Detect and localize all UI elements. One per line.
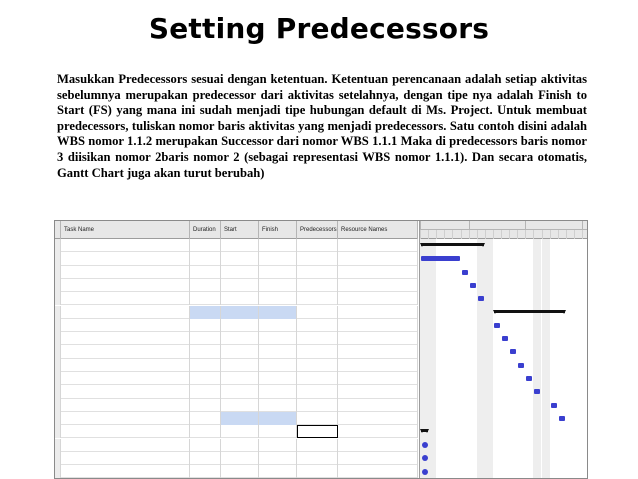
gantt-task-bar[interactable] [478,296,484,301]
weekend-shading [542,239,550,479]
cell-resource-names[interactable] [338,292,418,305]
cell-predecessors[interactable] [297,412,338,425]
cell-resource-names[interactable] [338,385,418,398]
cell-finish[interactable] [259,359,297,372]
cell-resource-names[interactable] [338,425,418,438]
cell-task-name[interactable] [61,319,190,332]
cell-start[interactable] [221,306,259,319]
weekend-shading [485,239,493,479]
cell-task-name[interactable] [61,372,190,385]
column-header-finish[interactable]: Finish [259,221,297,239]
cell-start[interactable] [221,439,259,452]
cell-finish[interactable] [259,385,297,398]
gantt-week-label [525,221,582,230]
cell-predecessors[interactable] [297,399,338,412]
gantt-day-label [582,230,588,239]
table-row[interactable] [55,452,418,465]
cell-task-name[interactable] [61,239,190,252]
cell-start[interactable] [221,372,259,385]
cell-resource-names[interactable] [338,279,418,292]
gantt-task-bar[interactable] [470,283,476,288]
cell-predecessors[interactable] [297,465,338,478]
cell-resource-names[interactable] [338,439,418,452]
cell-predecessors[interactable] [297,452,338,465]
cell-resource-names[interactable] [338,239,418,252]
cell-finish[interactable] [259,239,297,252]
cell-task-name[interactable] [61,252,190,265]
cell-duration[interactable] [190,306,221,319]
cell-finish[interactable] [259,306,297,319]
cell-predecessors[interactable] [297,239,338,252]
table-row[interactable] [55,439,418,452]
cell-duration[interactable] [190,359,221,372]
gantt-task-bar[interactable] [526,376,532,381]
cell-finish[interactable] [259,345,297,358]
column-header-start[interactable]: Start [221,221,259,239]
cell-resource-names[interactable] [338,359,418,372]
cell-start[interactable] [221,319,259,332]
cell-finish[interactable] [259,399,297,412]
cell-predecessors[interactable] [297,425,338,438]
cell-duration[interactable] [190,345,221,358]
cell-duration[interactable] [190,425,221,438]
gantt-timescale-weeks [420,221,588,230]
task-table [55,221,418,479]
gantt-day-label [452,230,460,239]
gantt-summary-bar[interactable] [421,243,484,246]
table-row[interactable] [55,266,418,279]
cell-resource-names[interactable] [338,345,418,358]
cell-task-name[interactable] [61,399,190,412]
cell-resource-names[interactable] [338,452,418,465]
cell-predecessors[interactable] [297,332,338,345]
cell-start[interactable] [221,359,259,372]
gantt-day-label [428,230,436,239]
cell-finish[interactable] [259,439,297,452]
cell-duration[interactable] [190,439,221,452]
cell-start[interactable] [221,252,259,265]
cell-start[interactable] [221,465,259,478]
gantt-summary-bar[interactable] [494,310,565,313]
cell-resource-names[interactable] [338,319,418,332]
ms-project-screenshot [54,220,588,479]
cell-start[interactable] [221,279,259,292]
cell-finish[interactable] [259,412,297,425]
cell-duration[interactable] [190,452,221,465]
cell-predecessors[interactable] [297,279,338,292]
cell-task-name[interactable] [61,332,190,345]
cell-finish[interactable] [259,332,297,345]
gantt-day-label [558,230,566,239]
cell-task-name[interactable] [61,465,190,478]
cell-start[interactable] [221,412,259,425]
cell-task-name[interactable] [61,385,190,398]
column-header-predecessors[interactable]: Predecessors [297,221,338,239]
gantt-task-bar[interactable] [462,270,468,275]
cell-start[interactable] [221,345,259,358]
table-row[interactable] [55,292,418,305]
table-row[interactable] [55,306,418,319]
cell-start[interactable] [221,452,259,465]
table-row[interactable] [55,412,418,425]
gantt-task-bar[interactable] [534,389,540,394]
gantt-task-bar[interactable] [559,416,565,421]
gantt-task-bar[interactable] [510,349,516,354]
gantt-day-label [444,230,452,239]
gantt-summary-bar[interactable] [421,429,428,432]
table-row[interactable] [55,345,418,358]
column-header-resource-names[interactable]: Resource Names [338,221,418,239]
cell-resource-names[interactable] [338,465,418,478]
task-table-header [55,221,418,239]
cell-task-name[interactable] [61,439,190,452]
cell-predecessors[interactable] [297,345,338,358]
gantt-day-label [420,230,428,239]
cell-task-name[interactable] [61,452,190,465]
gantt-timescale-days [420,230,588,239]
column-header-duration[interactable]: Duration [190,221,221,239]
table-row[interactable] [55,425,418,438]
cell-task-name[interactable] [61,425,190,438]
cell-resource-names[interactable] [338,252,418,265]
gantt-day-label [477,230,485,239]
cell-resource-names[interactable] [338,266,418,279]
cell-finish[interactable] [259,319,297,332]
cell-predecessors[interactable] [297,319,338,332]
cell-finish[interactable] [259,372,297,385]
table-row[interactable] [55,239,418,252]
weekend-shading [533,239,541,479]
cell-duration[interactable] [190,412,221,425]
gantt-task-marker[interactable] [422,469,428,475]
gantt-task-bar[interactable] [494,323,500,328]
cell-start[interactable] [221,292,259,305]
gantt-day-label [574,230,582,239]
cell-finish[interactable] [259,252,297,265]
table-row[interactable] [55,332,418,345]
cell-start[interactable] [221,399,259,412]
gantt-week-label [469,221,526,230]
weekend-shading [428,239,436,479]
cell-start[interactable] [221,239,259,252]
column-header-task-name[interactable]: Task Name [61,221,190,239]
cell-resource-names[interactable] [338,372,418,385]
cell-duration[interactable] [190,465,221,478]
cell-task-name[interactable] [61,266,190,279]
cell-predecessors[interactable] [297,385,338,398]
cell-start[interactable] [221,385,259,398]
cell-finish[interactable] [259,266,297,279]
cell-task-name[interactable] [61,345,190,358]
slide-title: Setting Predecessors [148,12,490,45]
cell-task-name[interactable] [61,359,190,372]
gantt-day-label [542,230,550,239]
cell-duration[interactable] [190,252,221,265]
cell-resource-names[interactable] [338,412,418,425]
gantt-day-label [509,230,517,239]
cell-predecessors[interactable] [297,439,338,452]
cell-start[interactable] [221,332,259,345]
cell-resource-names[interactable] [338,332,418,345]
cell-predecessors[interactable] [297,266,338,279]
cell-duration[interactable] [190,399,221,412]
gantt-week-label [582,221,588,230]
table-row[interactable] [55,319,418,332]
gantt-day-label [461,230,469,239]
cell-predecessors[interactable] [297,306,338,319]
cell-predecessors[interactable] [297,252,338,265]
cell-duration[interactable] [190,266,221,279]
gantt-day-label [517,230,525,239]
gantt-task-bar[interactable] [421,256,460,261]
cell-duration[interactable] [190,372,221,385]
gantt-chart [419,221,588,479]
cell-task-name[interactable] [61,306,190,319]
slide-body-text: Masukkan Predecessors sesuai dengan ketentuan. Ketentuan perencanaan adalah setiap aktivitas sebelumnya merupakan predecessor dari aktivitas setelahnya, dengan tipe nya adalah Finish to Start (FS) yang mana ini sudah menjadi tipe hubungan default di Ms. Project. Untuk membuat predecessors, tuliskan nomor baris aktivitas yang menjadi predecessors. Satu contoh disini adalah WBS nomor 1.1.2 merupakan Successor dari nomor WBS 1.1.1 Maka di predecessors baris nomor 3 diisikan nomor 2baris nomor 2 (sebagai representasi WBS nomor 1.1.1). Dan secara otomatis, Gantt Chart juga akan turut berubah) [57,72,587,180]
cell-finish[interactable] [259,452,297,465]
cell-start[interactable] [221,266,259,279]
cell-start[interactable] [221,425,259,438]
gantt-day-label [525,230,533,239]
gantt-day-label [566,230,574,239]
cell-task-name[interactable] [61,279,190,292]
gantt-day-label [550,230,558,239]
gantt-body [420,239,588,479]
gantt-day-label [533,230,541,239]
cell-task-name[interactable] [61,412,190,425]
cell-duration[interactable] [190,332,221,345]
table-row[interactable] [55,252,418,265]
gantt-day-label [493,230,501,239]
cell-duration[interactable] [190,279,221,292]
cell-finish[interactable] [259,279,297,292]
cell-resource-names[interactable] [338,399,418,412]
gantt-task-marker[interactable] [422,442,428,448]
gantt-task-bar[interactable] [502,336,508,341]
weekend-shading [477,239,485,479]
gantt-day-label [436,230,444,239]
gantt-task-bar[interactable] [551,403,557,408]
table-row[interactable] [55,465,418,478]
gantt-day-label [469,230,477,239]
cell-predecessors[interactable] [297,359,338,372]
cell-duration[interactable] [190,319,221,332]
cell-finish[interactable] [259,292,297,305]
cell-predecessors[interactable] [297,292,338,305]
cell-duration[interactable] [190,292,221,305]
table-row[interactable] [55,359,418,372]
table-row[interactable] [55,385,418,398]
cell-task-name[interactable] [61,292,190,305]
cell-resource-names[interactable] [338,306,418,319]
gantt-day-label [501,230,509,239]
cell-finish[interactable] [259,425,297,438]
cell-finish[interactable] [259,465,297,478]
cell-predecessors[interactable] [297,372,338,385]
table-row[interactable] [55,279,418,292]
table-row[interactable] [55,372,418,385]
gantt-task-bar[interactable] [518,363,524,368]
gantt-day-label [485,230,493,239]
cell-duration[interactable] [190,385,221,398]
table-row[interactable] [55,399,418,412]
cell-duration[interactable] [190,239,221,252]
